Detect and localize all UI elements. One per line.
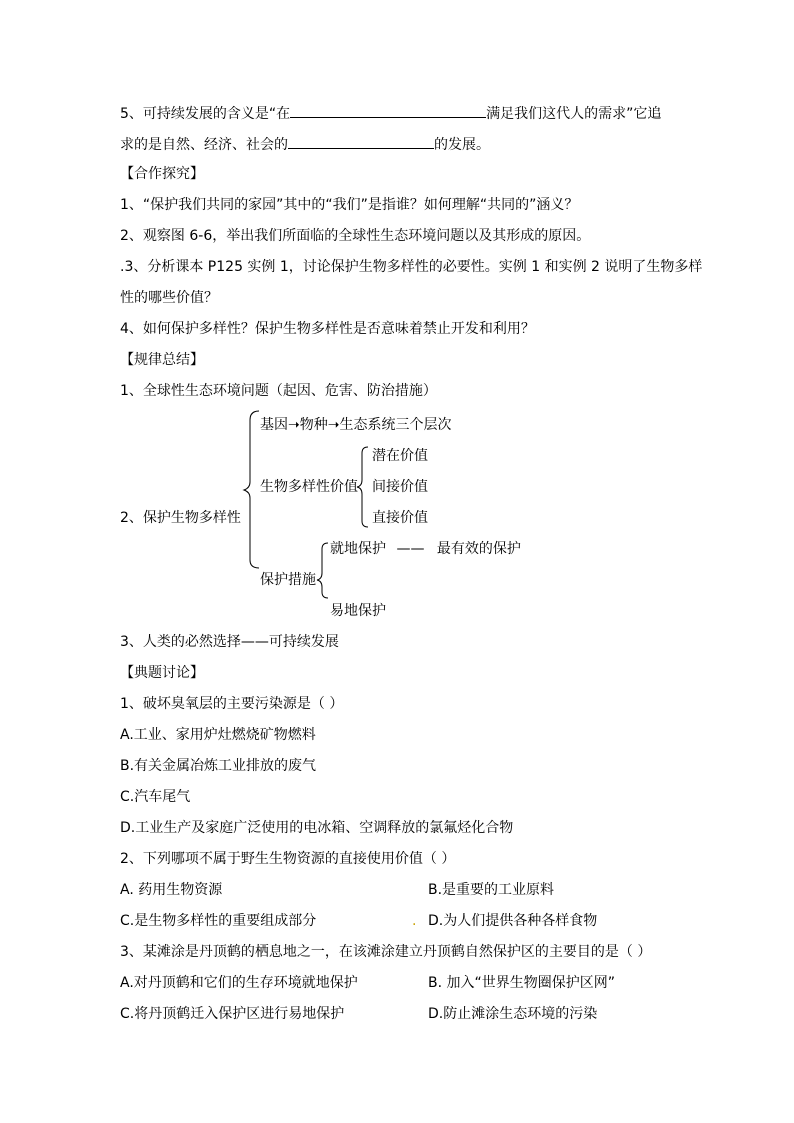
brace-value [357,447,368,527]
q5-text-1: 5、可持续发展的含义是“在 [120,106,291,122]
q2-dot-mark: . [412,913,417,929]
discuss-heading: 【典题讨论】 [120,665,204,681]
diagram-levels: 基因➝物种➝生态系统三个层次 [260,417,452,433]
diagram-value-indirect: 间接价值 [372,479,428,495]
q1-option-b[interactable]: B.有关金属冶炼工业排放的废气 [120,758,317,774]
explore-item-1: 1、“保护我们共同的家园”其中的“我们”是指谁？如何理解“共同的”涵义？ [120,197,579,213]
diagram-dash: —— [396,541,425,557]
q3-option-d[interactable]: D.防止滩涂生态环境的污染 [428,1006,598,1022]
explore-item-4: 4、如何保护多样性？保护生物多样性是否意味着禁止开发和利用？ [120,321,535,337]
q3-option-b[interactable]: B. 加入“世界生物圈保护区网” [428,975,616,991]
summary-item-1: 1、全球性生态环境问题（起因、危害、防治措施） [120,383,437,399]
q5-text-2: 满足我们这代人的需求”它追 [486,106,662,122]
q1-option-a[interactable]: A.工业、家用炉灶燃烧矿物燃料 [120,727,316,743]
diagram-value-direct: 直接价值 [372,510,428,526]
q1-option-c[interactable]: C.汽车尾气 [120,789,191,805]
diagram-in-situ-row [330,540,521,558]
q1-stem: 1、破坏臭氧层的主要污染源是（ ） [120,696,344,712]
diagram-value-label: 生物多样性价值 [260,479,358,495]
diagram-ex-situ: 易地保护 [330,603,386,619]
brace-measures [317,543,328,598]
q2-option-d[interactable]: D.为人们提供各种各样食物 [428,913,598,929]
diagram-measures-label: 保护措施 [260,572,316,588]
summary-item-3: 3、人类的必然选择——可持续发展 [120,634,339,650]
q5-text-4: 的发展。 [434,137,490,153]
summary-heading: 【规律总结】 [120,352,204,368]
q1-option-d[interactable]: D.工业生产及家庭广泛使用的电冰箱、空调释放的氯氟烃化合物 [120,820,514,836]
diagram-in-situ-note: 最有效的保护 [436,541,521,557]
q3-stem: 3、某滩涂是丹顶鹤的栖息地之一，在该滩涂建立丹顶鹤自然保护区的主要目的是（ ） [120,944,652,960]
diagram-root: 2、保护生物多样性 [120,510,241,526]
diagram-value-potential: 潜在价值 [372,448,428,464]
diagram-in-situ: 就地保护 [330,541,386,557]
q2-stem: 2、下列哪项不属于野生生物资源的直接使用价值（ ） [120,851,456,867]
explore-item-3-cont: 性的哪些价值？ [120,290,218,306]
explore-heading: 【合作探究】 [120,166,204,182]
q5-text-3: 求的是自然、经济、社会的 [120,137,288,153]
q3-option-c[interactable]: C.将丹顶鹤迁入保护区进行易地保护 [120,1006,345,1022]
q3-option-a[interactable]: A.对丹顶鹤和它们的生存环境就地保护 [120,975,358,991]
explore-item-2: 2、观察图 6-6，举出我们所面临的全球性生态环境问题以及其形成的原因。 [120,228,591,244]
brace-main [244,411,259,568]
q2-option-b[interactable]: B.是重要的工业原料 [428,882,555,898]
q2-option-a[interactable]: A. 药用生物资源 [120,882,223,898]
q2-option-c[interactable]: C.是生物多样性的重要组成部分 [120,913,317,929]
explore-item-3: .3、分析课本 P125 实例 1，讨论保护生物多样性的必要性。实例 1 和实例 2 说明了生物多样 [120,259,703,275]
